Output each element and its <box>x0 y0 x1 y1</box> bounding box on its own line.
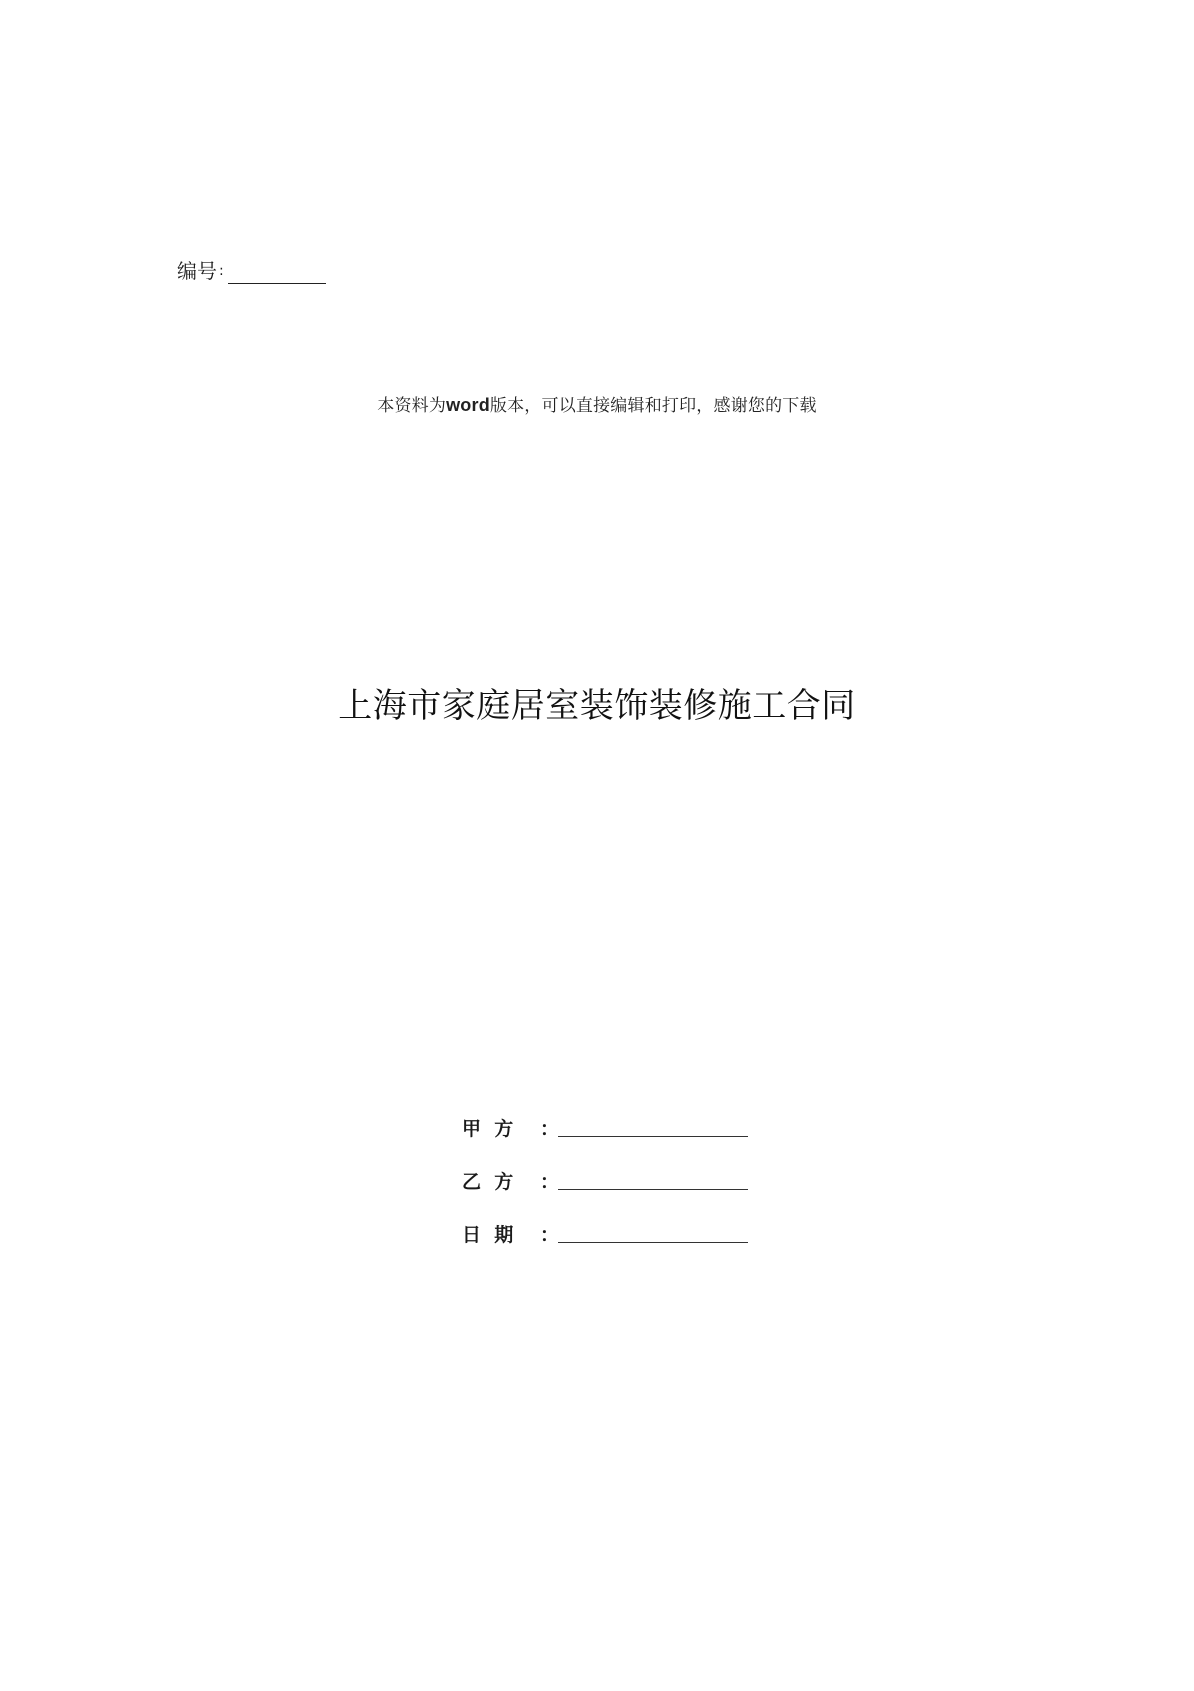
party-a-label: 甲 方 <box>462 1118 514 1140</box>
party-a-blank <box>558 1118 748 1137</box>
date-label: 日 期 <box>462 1224 514 1246</box>
document-number <box>177 258 326 284</box>
date-colon: ： <box>540 1224 560 1246</box>
document-number-colon: : <box>219 263 224 279</box>
notice-word: word <box>446 395 490 415</box>
document-number-blank <box>228 263 326 284</box>
document-number-label: 编号 <box>177 259 217 283</box>
contract-title: 上海市家庭居室装饰装修施工合同 <box>338 686 856 726</box>
party-b-colon: ： <box>540 1171 560 1193</box>
signature-block <box>462 1088 748 1247</box>
notice-suffix: 版本，可以直接编辑和打印，感谢您的下载 <box>489 396 817 416</box>
notice-prefix: 本资料为 <box>377 396 447 416</box>
download-notice <box>0 393 1194 418</box>
party-a-row <box>462 1088 748 1141</box>
party-b-blank <box>558 1171 748 1190</box>
party-b-label: 乙 方 <box>462 1171 514 1193</box>
party-a-colon: ： <box>540 1118 560 1140</box>
date-row <box>462 1194 748 1247</box>
party-b-row <box>462 1141 748 1194</box>
date-blank <box>558 1224 748 1243</box>
